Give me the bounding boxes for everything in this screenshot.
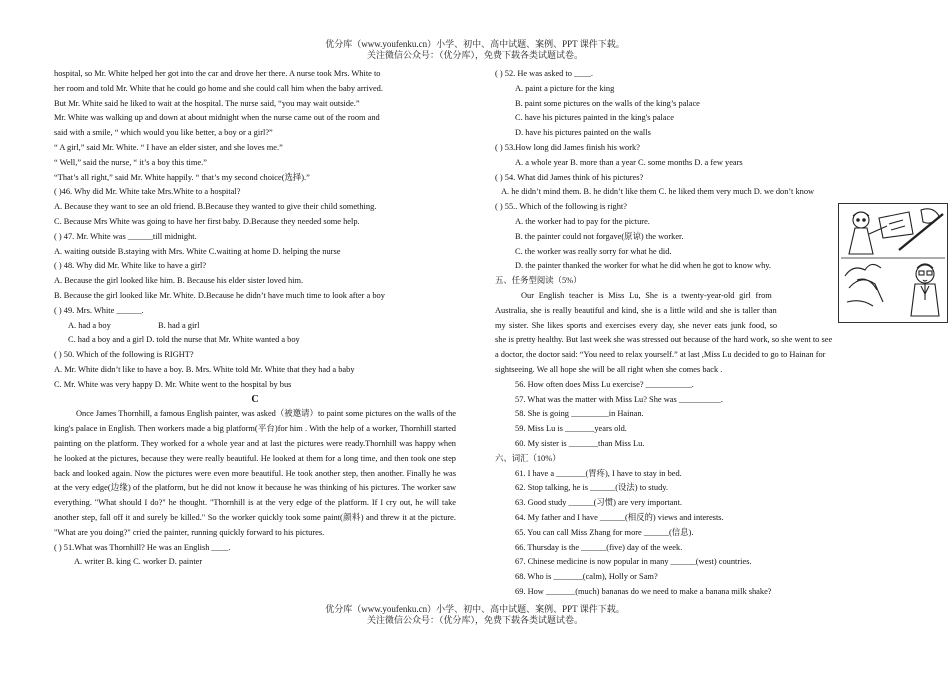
task-reading-line: sightseeing. We all hope she will be all right when she comes back . (495, 364, 723, 374)
question-55: ( ) 55.. Which of the following is right? (495, 202, 627, 212)
task-reading-line: my sister. She likes sports and exercises every day, she never eats junk food, so (495, 320, 778, 330)
passage-c-text: Once James Thornhill, a famous English painter, was asked（被邀请）to paint some pictures on the walls of the king's palace in English. Then workers made a big platform(平台)for him . With the help of a worker, Thornhill started painting on the platform. They worked for a whole year and at last the pictures were ready.Thornhill was happy when he looked at the pictures, because they were really beautiful. He looked at them for a long time, and then took one step back and looked again. Now the pictures were even more beautiful. He took another step, then another. Finally he was at the very edge(边缘) of the platform, but he did not know it because he was thinking of his pictures. The worker saw everything. "What should I do?" he thought. "Thornhill is at the very edge of the platform. If I cry out, he will take another step, fall off it and surely be killed." So the worker quickly took some paint(颜料) and threw it at the picture. "What are you doing?" cried the painter, running quickly forward to his pictures. (54, 409, 456, 537)
vocab-67: 67. Chinese medicine is now popular in many ______(west) countries. (515, 557, 752, 567)
question-46: ( )46. Why did Mr. White take Mrs.White to a hospital? (54, 187, 241, 197)
vocab-63: 63. Good study ______(习惯) are very important. (515, 498, 683, 508)
question-59: 59. Miss Lu is _______years old. (515, 424, 627, 434)
page-header (0, 39, 950, 61)
passage-line: said with a smile, “ which would you like better, a boy or a girl?” (54, 128, 273, 138)
question-55-option-a: A. the worker had to pay for the picture. (515, 216, 650, 226)
passage-line: hospital, so Mr. White helped her got into the car and drove her there. A nurse took Mrs. White to (54, 69, 381, 78)
passage-line: But Mr. White said he liked to wait at the hospital. The nurse said, “you may wait outside.” (54, 98, 360, 108)
vocab-69: 69. How _______(much) bananas do we need to make a banana milk shake? (515, 586, 772, 596)
question-56: 56. How often does Miss Lu exercise? ___________. (515, 379, 694, 389)
question-53: ( ) 53.How long did James finish his work? (495, 142, 640, 152)
cartoon-illustration (839, 204, 947, 322)
question-55-option-b: B. the painter could not forgave(原谅) the worker. (515, 231, 684, 241)
passage-line: Mr. White was walking up and down at about midnight when the nurse came out of the room and (54, 113, 380, 123)
question-57: 57. What was the matter with Miss Lu? She was __________. (515, 394, 723, 404)
task-reading-line: Australia, she is really beautiful and kind, she is a little wild and she is taller than (495, 305, 777, 315)
question-46-options-ab: A. Because they want to see an old friend. B.Because they wanted to give their child something. (54, 202, 377, 212)
question-47-options: A. waiting outside B.staying with Mrs. White C.waiting at home D. helping the nurse (54, 246, 341, 256)
vocab-62: 62. Stop talking, he is ______(设法) to study. (515, 483, 668, 493)
question-52-option-d: D. have his pictures painted on the walls (515, 128, 651, 138)
header-line-2: 关注微信公众号：（优分库），免费下载各类试题试卷。 (366, 50, 583, 60)
vocab-61: 61. I have a _______(胃疼), I have to stay in bed. (515, 468, 682, 478)
page-footer (0, 604, 950, 626)
section-6-heading: 六、词汇（10%） (495, 453, 561, 463)
painter-worker-illustration (838, 203, 948, 323)
passage-line: “ Well,” said the nurse, “ it’s a boy this time.” (54, 157, 207, 167)
question-46-options-cd: C. Because Mrs White was going to have her first baby. D.Because they needed some help. (54, 216, 360, 226)
question-52-option-b: B. paint some pictures on the walls of the king’s palace (515, 98, 700, 108)
question-54: ( ) 54. What did James think of his pictures? (495, 172, 644, 182)
question-54-options: A. he didn’t mind them. B. he didn’t like them C. he liked them very much D. we don’t know (501, 187, 815, 197)
task-reading-line: Our English teacher is Miss Lu, She is a twenty-year-old girl from (521, 290, 772, 300)
question-48-options-cd: B. Because the girl looked like Mr. White. D.Because he didn’t have much time to look after a boy (54, 290, 385, 300)
passage-line: “That’s all right,” said Mr. White happily. “ that’s my second choice(选择).” (54, 172, 310, 182)
task-reading-line: a doctor, the doctor said: “You need to relax yourself.” at last ,Miss Lu decided to go to Hainan for (495, 350, 826, 360)
question-55-option-d: D. the painter thanked the worker for what he did when he got to know why. (515, 261, 771, 271)
question-52-option-c: C. have his pictures painted in the king's palace (515, 113, 674, 123)
question-51-options: A. writer B. king C. worker D. painter (74, 557, 203, 567)
section-c-heading: C (251, 393, 259, 405)
question-49-options-ab (54, 319, 456, 334)
question-47: ( ) 47. Mr. White was ______till midnight. (54, 231, 197, 241)
question-51: ( ) 51.What was Thornhill? He was an English ____. (54, 542, 231, 552)
option-b: B. had a girl (158, 320, 200, 330)
task-reading-line: she is pretty healthy. But last week she was stressed out because of the hard work, so she went to see (495, 335, 833, 345)
question-49-options-cd: C. had a boy and a girl D. told the nurse that Mr. White wanted a boy (68, 335, 300, 345)
right-column (495, 67, 905, 600)
question-52: ( ) 52. He was asked to ____. (495, 69, 593, 78)
vocab-66: 66. Thursday is the ______(five) day of the week. (515, 542, 683, 552)
header-line-1: 优分库（www.youfenku.cn）小学、初中、高中试题、案例、PPT 课件下载。 (325, 39, 625, 49)
footer-line-1: 优分库（www.youfenku.cn）小学、初中、高中试题、案例、PPT 课件下载。 (325, 604, 625, 614)
option-a: A. had a boy (68, 320, 111, 330)
passage-line: her room and told Mr. White that he could go home and she could call him when the baby arrived. (54, 83, 383, 93)
question-60: 60. My sister is _______than Miss Lu. (515, 438, 645, 448)
question-50-options-cd: C. Mr. White was very happy D. Mr. White went to the hospital by bus (54, 379, 292, 389)
passage-b-text (54, 67, 456, 185)
question-48: ( ) 48. Why did Mr. White like to have a girl? (54, 261, 207, 271)
vocab-68: 68. Who is _______(calm), Holly or Sam? (515, 572, 658, 582)
question-53-options: A. a whole year B. more than a year C. some months D. a few years (515, 157, 743, 167)
section-5-heading: 五、任务型阅读（5%） (495, 276, 582, 286)
vocab-64: 64. My father and I have ______(相反的) views and interests. (515, 512, 724, 522)
question-50: ( ) 50. Which of the following is RIGHT? (54, 350, 194, 360)
question-50-options-ab: A. Mr. White didn’t like to have a boy. B. Mrs. White told Mr. White that they had a baby (54, 364, 355, 374)
question-48-options-ab: A. Because the girl looked like him. B. Because his elder sister loved him. (54, 276, 304, 286)
question-49: ( ) 49. Mrs. White ______. (54, 305, 144, 315)
question-52-option-a: A. paint a picture for the king (515, 83, 615, 93)
question-58: 58. She is going _________in Hainan. (515, 409, 644, 419)
question-55-option-c: C. the worker was really sorry for what he did. (515, 246, 672, 256)
left-column (54, 67, 456, 570)
footer-line-2: 关注微信公众号：（优分库），免费下载各类试题试卷。 (366, 615, 583, 625)
passage-line: “ A girl,” said Mr. White. “ I have an elder sister, and she loves me.” (54, 142, 283, 152)
vocab-65: 65. You can call Miss Zhang for more ______(信息). (515, 527, 694, 537)
